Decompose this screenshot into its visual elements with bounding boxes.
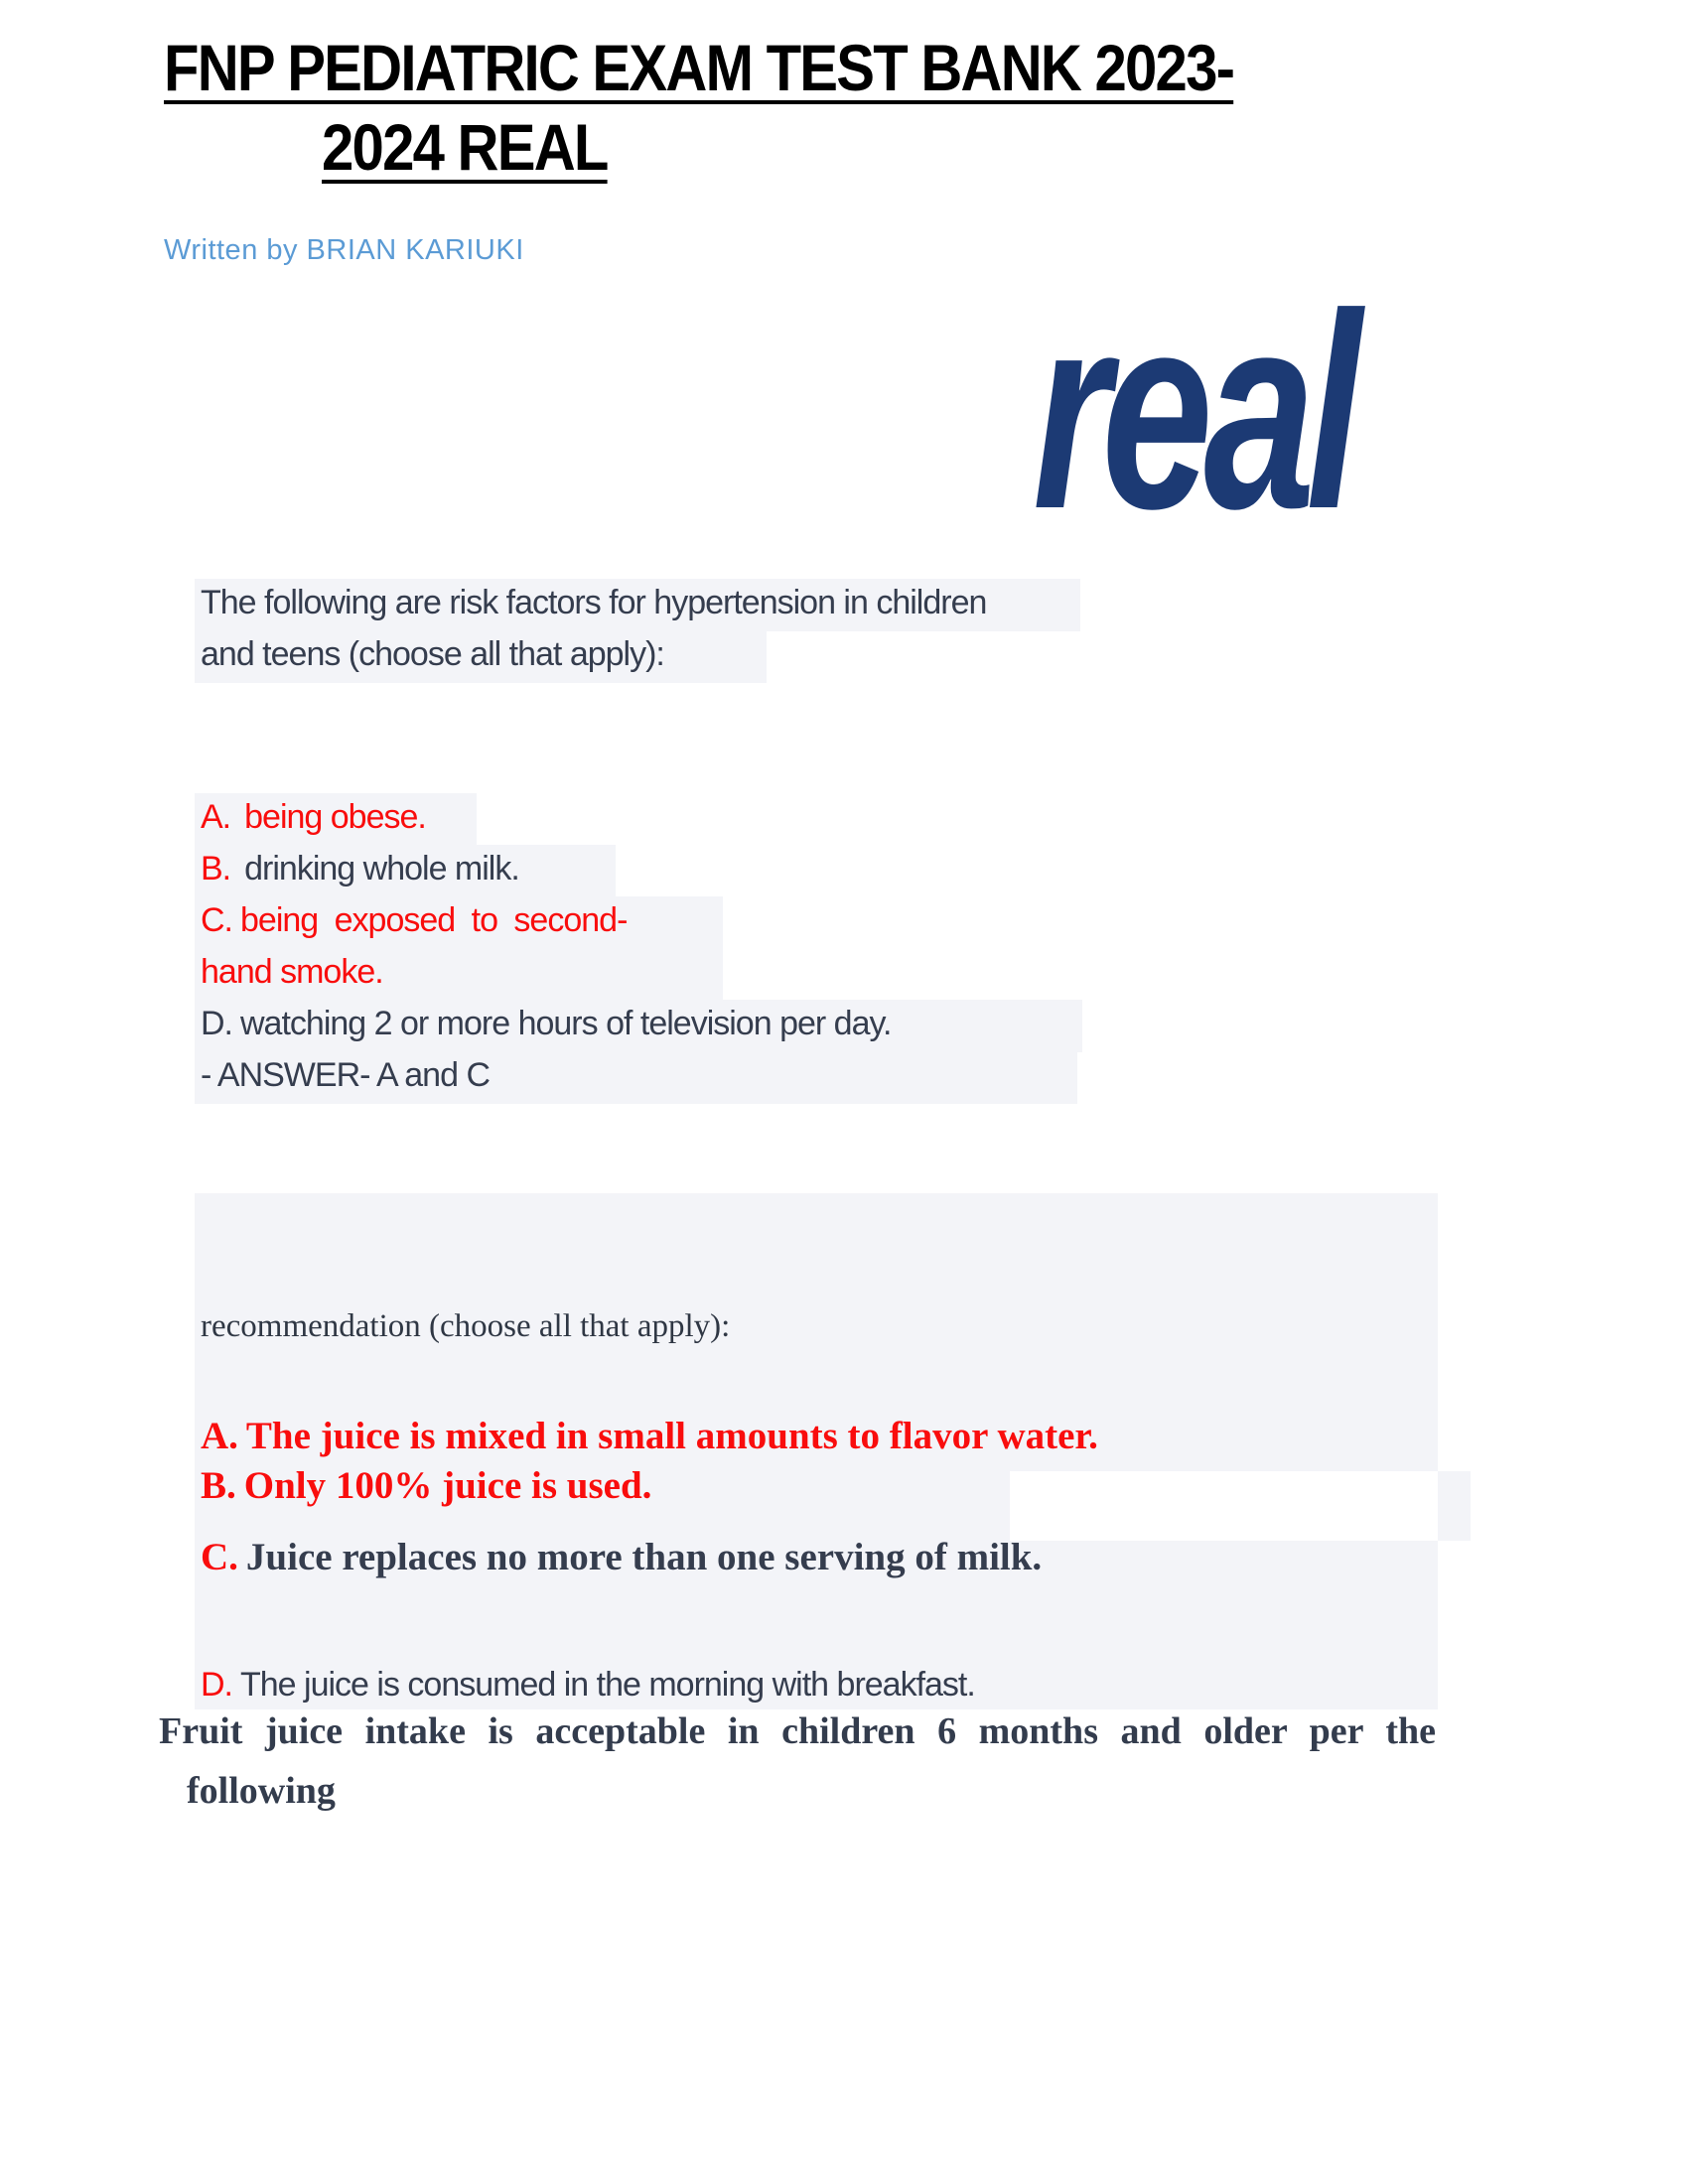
option2-d-text: The juice is consumed in the morning with breakfast. [240,1666,975,1704]
question1-answer-line: - ANSWER- A and C [195,1051,1077,1104]
option2-a-text: The juice is mixed in small amounts to flavor water. [245,1415,1098,1457]
question1-option-c-line2 [195,948,723,1001]
question1-option-c-line1 [195,896,723,949]
option-c-label: C. [201,901,232,939]
question1-prompt-line1: The following are risk factors for hypertension in children [195,579,1080,631]
question2-option-a [201,1414,1098,1458]
author-byline: Written by BRIAN KARIUKI [164,234,524,266]
question2-option-b [201,1463,651,1508]
option-d-label: D. [201,1005,232,1042]
document-title-line1: FNP PEDIATRIC EXAM TEST BANK 2023- [164,31,1234,104]
question1-option-b [195,845,616,897]
question2-option-d [201,1666,975,1705]
option-a-text: being obese. [244,798,426,836]
question2-stem-line1: Fruit juice intake is acceptable in children 6 months and older per the [159,1710,1436,1752]
question1-option-d [195,1000,1082,1052]
question2-option-c [201,1535,1042,1579]
option-d-text: watching 2 or more hours of television per day. [240,1005,892,1042]
option-b-text: drinking whole milk. [244,850,519,887]
option-c-text: being exposed to second- [240,901,628,939]
option2-b-text: Only 100% juice is used. [243,1464,652,1507]
document-title-line2: 2024 REAL [322,110,608,184]
option-a-label: A. [201,798,231,836]
option-b-label: B. [201,850,231,887]
question1-option-a [195,793,477,846]
highlight-block-white-notch [1010,1471,1438,1541]
question2-prompt: recommendation (choose all that apply): [201,1308,731,1344]
question1-prompt-line2: and teens (choose all that apply): [195,630,767,683]
option-c-continuation: hand smoke. [201,953,383,991]
question2-stem-line2: following [187,1770,336,1812]
real-logo: real [1033,257,1353,567]
option2-c-label: C. [201,1536,238,1578]
option2-c-text: Juice replaces no more than one serving of milk. [245,1536,1043,1578]
highlight-block-gray-strip [1438,1471,1471,1541]
option2-a-label: A. [201,1415,238,1457]
option2-d-label: D. [201,1666,232,1704]
option2-b-label: B. [201,1464,236,1507]
